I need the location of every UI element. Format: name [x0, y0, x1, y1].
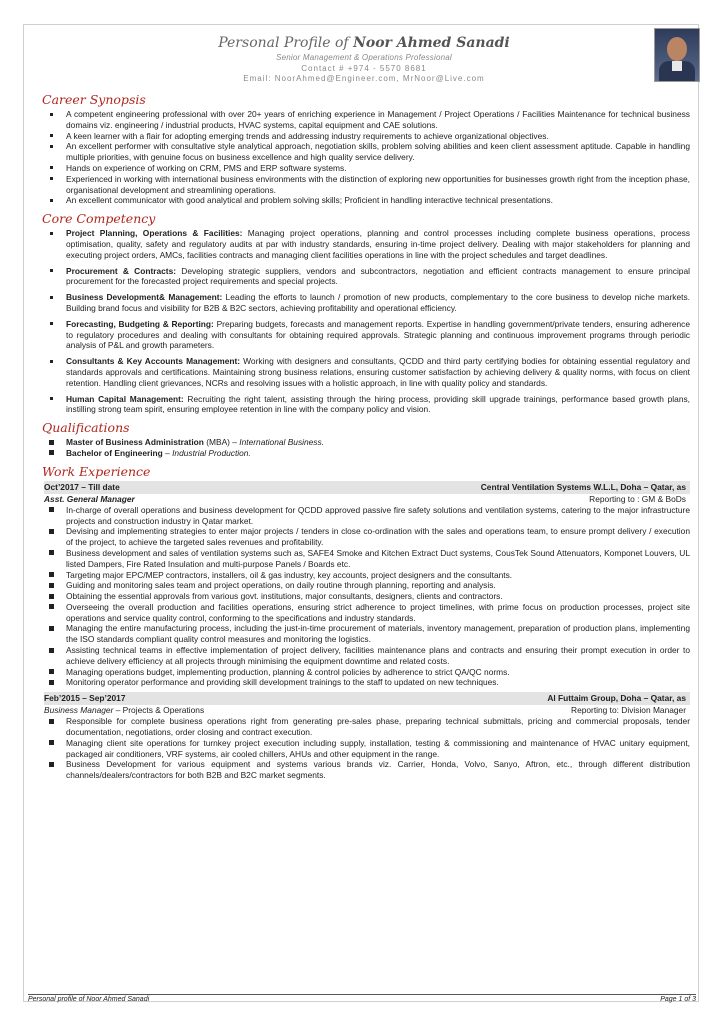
career-item: A keen learner with a flair for adopting emerging trends and addressing industry requirements to achieve organizational objectives.: [44, 131, 690, 142]
qualification-item: [44, 437, 690, 448]
job-entry: [44, 481, 690, 689]
career-item: Experienced in working with international business environments with the distinction of exploring new opportunities for businesses growth right from the inception phase, organisational development and streamlining operations.: [44, 174, 690, 196]
career-synopsis-section: [44, 92, 690, 206]
job-header-bar: [44, 692, 690, 705]
job-company: Central Ventilation Systems W.L.L, Doha – Qatar, as: [480, 481, 686, 492]
section-heading: Work Experience: [42, 463, 151, 479]
subtitle: Senior Management & Operations Professional: [276, 53, 452, 62]
career-synopsis-list: [44, 109, 690, 206]
job-duty-item: Assisting technical teams in effective implementation of project delivery, facilities maintenance plans and contracts and ensuring their prompt execution in order to achieve delivery efficiency at all projects through minimising the equipment downtime and related costs.: [44, 645, 690, 667]
career-item: An excellent performer with consultative style analytical approach, negotiation skills, problem solving abilities and keen client assessment aptitude. Capable in handling multiple priorities, with genuine focus on business excellence and high quality service delivery.: [44, 141, 690, 163]
job-duty-item: Obtaining the essential approvals from various govt. institutions, major consultants, designers, clients and contractors.: [44, 591, 690, 602]
job-duty-item: In-charge of overall operations and business development for QCDD approved passive fire safety solutions and ventilation systems, catering to the major infrastructure projects and construction industry in Qatar market.: [44, 505, 690, 527]
job-reporting: Reporting to : GM & BoDs: [589, 493, 686, 504]
degree-field: International Business.: [239, 437, 325, 448]
competency-text: Working with designers and consultants, QCDD and third party certifying bodies for obtaining essential regulatory and standards approvals and certifications. Maintaining strong business relations, ensuring customer satisfaction by achieving delivery & quality norms, with focus on client retention. Handling client grievances, NCRs and resolving issues with a holistic approach, in line with quality policy and standards.: [66, 356, 690, 388]
job-duty-item: Responsible for complete business operations right from generating pre-sales phase, preparing technical submittals, pricing and commercial proposals, tender documentation, negotiations, order closing and contract execution.: [44, 716, 690, 738]
job-title-text: Business Manager: [44, 705, 114, 716]
qualifications-list: [44, 437, 690, 459]
job-duty-item: Business development and sales of ventilation systems such as, SAFE4 Smoke and Kitchen Extract Duct systems, CousTek Sound Attenuators, Komponet Louvers, UL listed Dampers, Fire Rated Insulation and multi-purpose Panels / Boards etc.: [44, 548, 690, 570]
footer-left: Personal profile of Noor Ahmed Sanadi: [28, 996, 150, 1003]
job-duty-item: Guiding and monitoring sales team and project operations, on daily routine through planning, reporting and analysis.: [44, 580, 690, 591]
competency-item: [44, 394, 690, 416]
job-reporting: Reporting to: Division Manager: [571, 705, 686, 716]
competency-title: Business Development& Management:: [66, 292, 223, 303]
degree-name: Bachelor of Engineering: [66, 447, 163, 458]
competency-title: Procurement & Contracts:: [66, 265, 177, 276]
degree-abbr: –: [162, 447, 173, 458]
section-heading: Career Synopsis: [42, 92, 146, 107]
competency-item: [44, 266, 690, 288]
qualification-item: [44, 448, 690, 459]
job-title: [44, 494, 135, 505]
competency-item: [44, 228, 690, 260]
job-period: Feb’2015 – Sep’2017: [44, 693, 126, 704]
title-prefix: Personal Profile of: [218, 35, 354, 51]
job-title-text: Asst. General Manager: [44, 493, 135, 504]
job-title-suffix: – Projects & Operations: [113, 705, 205, 716]
section-heading: Core Competency: [42, 211, 156, 227]
competency-title: Consultants & Key Accounts Management:: [66, 356, 241, 367]
job-duty-item: Devising and implementing strategies to enter major projects / tenders in close co-ordination with the sales and operations team, to ensure prompt delivery / execution of the project, to achieve the targeted sales revenues and profitability.: [44, 526, 690, 548]
job-duty-item: Managing client site operations for turnkey project execution including supply, installation, testing & commissioning and maintenance of HVAC unitary equipment, packaged air conditioners, VRF systems, air cooled chillers, AHUs and other equipment in the range.: [44, 738, 690, 760]
resume-content: [44, 92, 690, 786]
career-item: A competent engineering professional with over 20+ years of enriching experience in Management / Project Operations / Facilities Maintenance for technical business domains viz. engineering / industrial products, HVAC systems, capital equipment and CAE solutions.: [44, 109, 690, 131]
job-role-line: [44, 494, 690, 505]
competency-title: Human Capital Management:: [66, 393, 184, 404]
contact-number: Contact # +974 - 5570 8681: [301, 64, 427, 73]
job-company: Al Futtaim Group, Doha – Qatar, as: [547, 693, 686, 704]
competency-title: Project Planning, Operations & Facilities:: [66, 228, 243, 239]
job-header-bar: [44, 481, 690, 494]
competency-title: Forecasting, Budgeting & Reporting:: [66, 318, 214, 329]
competency-text: Developing strategic suppliers, vendors and subcontractors, negotiation and efficient contracts management to ensure principal procurement for the forecasted project requirements and special projects.: [66, 265, 690, 287]
career-item: An excellent communicator with good analytical and problem solving skills; Proficient in handling interactive technical presentations.: [44, 195, 690, 206]
degree-name: Master of Business Administration: [66, 437, 204, 448]
job-role-line: [44, 705, 690, 716]
competency-item: [44, 356, 690, 388]
profile-header: [28, 35, 700, 83]
photo-face: [667, 37, 687, 61]
competency-text: Preparing budgets, forecasts and management reports. Expertise in handling government/private tenders, ensuring adherence to regulatory procedures and dealing with consultants for obtaining required approvals. Strategic planning and continuous improvement programs through periodic analysis of P&L and growth parameters.: [66, 318, 690, 351]
job-list: [44, 481, 690, 781]
career-item: Hands on experience of working on CRM, PMS and ERP software systems.: [44, 163, 690, 174]
competency-item: [44, 319, 690, 351]
job-duty-item: Overseeing the overall production and facilities operations, ensuring strict adherence to project timelines, with prime focus on production processes, project site operations and service quality control, conforming to the specifications and industry standards.: [44, 602, 690, 624]
qualifications-section: [44, 420, 690, 459]
competency-text: Leading the efforts to launch / promotion of new products, complementary to the core business to develop niche markets. Building brand focus and visibility for B2B & B2C sectors, achieving profitability and operational efficiency.: [66, 292, 690, 313]
job-duty-item: Managing the entire manufacturing process, including the just-in-time procurement of materials, inventory management, preparation of production plans, implementing the ISO standards compliant quality control measures and monitoring the logistics.: [44, 623, 690, 645]
profile-photo: [654, 28, 700, 82]
competency-text: Recruiting the right talent, assisting through the hiring process, providing skill upgrade trainings, performance based growth plans, instilling strong team spirit, ensuring employee retention in line with the company policy and vision.: [66, 393, 690, 415]
competency-text: Managing project operations, planning and control processes including complete business operations, process optimisation, quality, safety and regulatory audits at par with industry standards, ensuring in-time project delivery. Dealing with major stakeholders for planning and executing project orders, AMCs, facilities contracts and managing client facilities operations in line with the project schedules and target deadlines.: [66, 228, 690, 260]
competency-item: [44, 292, 690, 314]
core-competency-list: [44, 228, 690, 415]
job-duty-item: Monitoring operator performance and providing skill development trainings to the staff to updated on new techniques.: [44, 677, 690, 688]
email-address: Email: NoorAhmed@Engineer.com, MrNoor@Live.com: [243, 74, 485, 83]
job-title: [44, 705, 204, 716]
job-duties: [44, 716, 690, 781]
core-competency-section: [44, 211, 690, 415]
page-title: [28, 35, 700, 51]
page-footer: [28, 994, 696, 1003]
section-heading: Qualifications: [42, 420, 130, 436]
job-entry: [44, 692, 690, 781]
degree-field: Industrial Production.: [172, 447, 251, 458]
work-experience-section: [44, 464, 690, 781]
job-duty-item: Business Development for various equipment and systems various brands viz. Carrier, Honda, Volvo, Sanyo, Aftron, etc., through different distribution channels/dealers/contractors for both B2B and B2C market segments.: [44, 759, 690, 781]
job-period: Oct’2017 – Till date: [44, 481, 120, 492]
job-duty-item: Targeting major EPC/MEP contractors, installers, oil & gas industry, key accounts, project designers and the consultants.: [44, 570, 690, 581]
degree-abbr: (MBA) –: [203, 437, 240, 448]
job-duties: [44, 505, 690, 689]
job-duty-item: Managing operations budget, implementing production, planning & control policies by adherence to strict QA/QC norms.: [44, 667, 690, 678]
page-number: Page 1 of 3: [660, 996, 696, 1003]
photo-collar: [672, 61, 682, 71]
person-name: Noor Ahmed Sanadi: [353, 35, 510, 51]
